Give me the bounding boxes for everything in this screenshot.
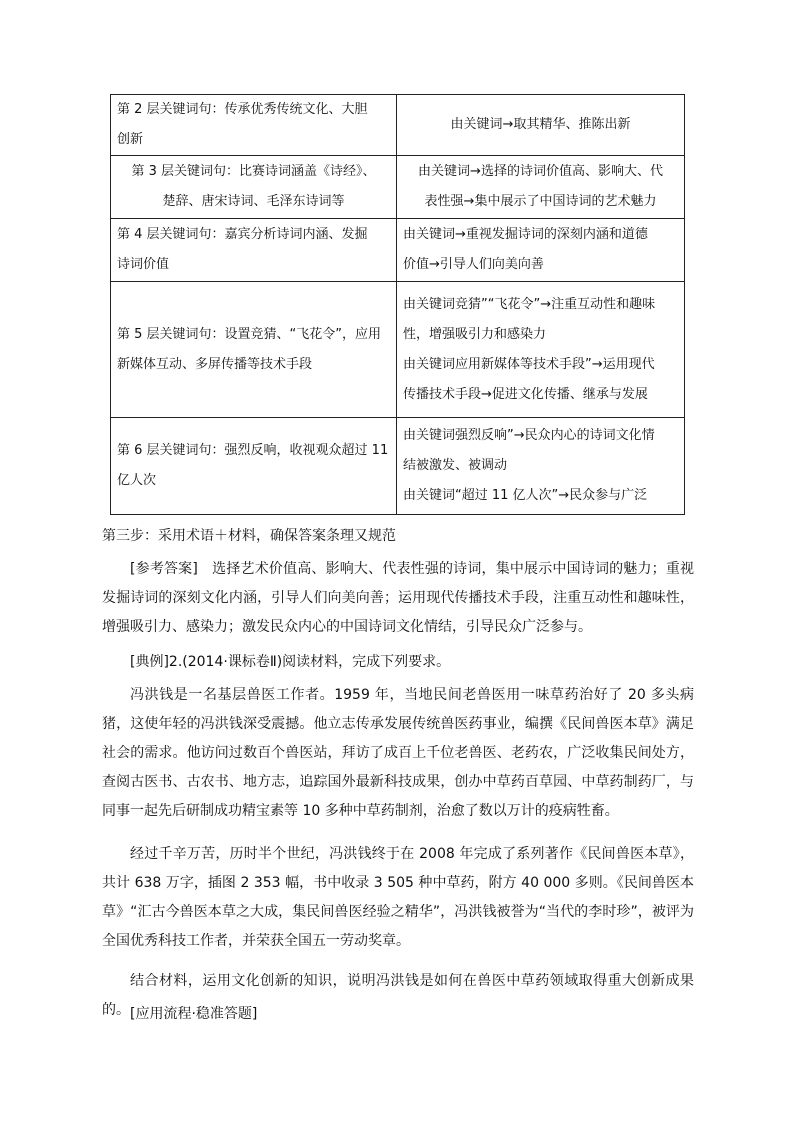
analysis-cell	[397, 156, 685, 219]
question-text: 结合材料，运用文化创新的知识，说明冯洪钱是如何在兽医中草药领域取得重大创新成果的。	[102, 973, 694, 1018]
keyword-cell	[111, 418, 397, 515]
cell-line: 第 4 层关键词句：嘉宾分析诗词内涵、发掘	[117, 227, 368, 242]
cell-line: 新媒体互动、多屏传播等技术手段	[117, 356, 313, 372]
table-row	[111, 418, 685, 515]
flow-heading: [应用流程·稳准答题]	[130, 1006, 258, 1022]
table-row	[111, 156, 685, 219]
table-row	[111, 95, 685, 156]
cell-line: 价值→引导人们向美向善	[403, 257, 544, 272]
analysis-cell	[397, 282, 685, 418]
cell-line: 第 2 层关键词句：传承优秀传统文化、大胆	[117, 102, 368, 117]
cell-line: 性，增强吸引力和感染力	[403, 326, 547, 342]
cell-line: 传播技术手段→促进文化传播、继承与发展	[403, 386, 648, 402]
cell-line: 创新	[117, 132, 144, 147]
table-row	[111, 219, 685, 282]
cell-line: 亿人次	[117, 473, 157, 488]
keyword-analysis-table	[110, 94, 685, 515]
table-row	[111, 282, 685, 418]
keyword-cell	[111, 95, 397, 156]
cell-line: 由关键词→取其精华、推陈出新	[450, 117, 631, 132]
analysis-cell	[397, 418, 685, 515]
material-paragraph-1: 冯洪钱是一名基层兽医工作者。1959 年，当地民间老兽医用一味草药治好了 20 多头病猪，这使年轻的冯洪钱深受震撼。他立志传承发展传统兽医药事业，编撰《民间兽医本草》满足社会的需求。他访问过数百个兽医站，拜访了成百上千位老兽医、老药农，广泛收集民间处方，查阅古医书、古农书、地方志，追踪国外最新科技成果，创办中草药百草园、中草药制药厂，与同事一起先后研制成功精宝素等 10 多种中草药制剂，治愈了数以万计的疫病牲畜。	[102, 687, 694, 819]
cell-line: 第 5 层关键词句：设置竞猜、“飞花令”，应用	[117, 326, 382, 342]
cell-line: 楚辞、唐宋诗词、毛泽东诗词等	[162, 194, 345, 209]
cell-line: 由关键词应用新媒体等技术手段”→运用现代	[403, 356, 655, 372]
keyword-cell	[111, 219, 397, 282]
keyword-cell	[111, 282, 397, 418]
cell-line: 由关键词“超过 11 亿人次”→民众参与广泛	[403, 488, 648, 503]
cell-line: 诗词价值	[117, 257, 170, 272]
cell-line: 由关键词→重视发掘诗词的深刻内涵和道德	[403, 227, 648, 242]
cell-line: 结被激发、被调动	[403, 458, 508, 473]
analysis-cell	[397, 95, 685, 156]
cell-line: 第 6 层关键词句：强烈反响，收视观众超过 11	[117, 443, 389, 458]
example-heading: [典例]2.(2014·课标卷Ⅱ)阅读材料，完成下列要求。	[130, 654, 451, 670]
cell-line: 由关键词竞猜”“飞花令”→注重互动性和趣味	[403, 296, 656, 312]
cell-line: 第 3 层关键词句：比赛诗词涵盖《诗经》、	[131, 164, 376, 179]
reference-answer: [参考答案] 选择艺术价值高、影响大、代表性强的诗词，集中展示中国诗词的魅力；重视发掘诗词的深刻文化内涵，引导人们向美向善；运用现代传播技术手段，注重互动性和趣味性，增强吸引力、感染力；激发民众内心的中国诗词文化情结，引导民众广泛参与。	[102, 561, 694, 635]
analysis-cell	[397, 219, 685, 282]
material-paragraph-2: 经过千辛万苦，历时半个世纪，冯洪钱终于在 2008 年完成了系列著作《民间兽医本草》，共计 638 万字，插图 2 353 幅，书中收录 3 505 种中草药，附方 40 000 多则。《民间兽医本草》“汇古今兽医本草之大成，集民间兽医经验之精华”，冯洪钱被誉为“当代的李时珍”，被评为全国优秀科技工作者，并荣获全国五一劳动奖章。	[102, 846, 694, 949]
cell-line: 表性强→集中展示了中国诗词的艺术魅力	[424, 194, 657, 209]
cell-line: 由关键词强烈反响”→民众内心的诗词文化情	[403, 428, 655, 443]
cell-line: 由关键词→选择的诗词价值高、影响大、代	[418, 164, 663, 179]
step-three-heading: 第三步：采用术语＋材料，确保答案条理又规范	[102, 528, 396, 544]
keyword-cell	[111, 156, 397, 219]
